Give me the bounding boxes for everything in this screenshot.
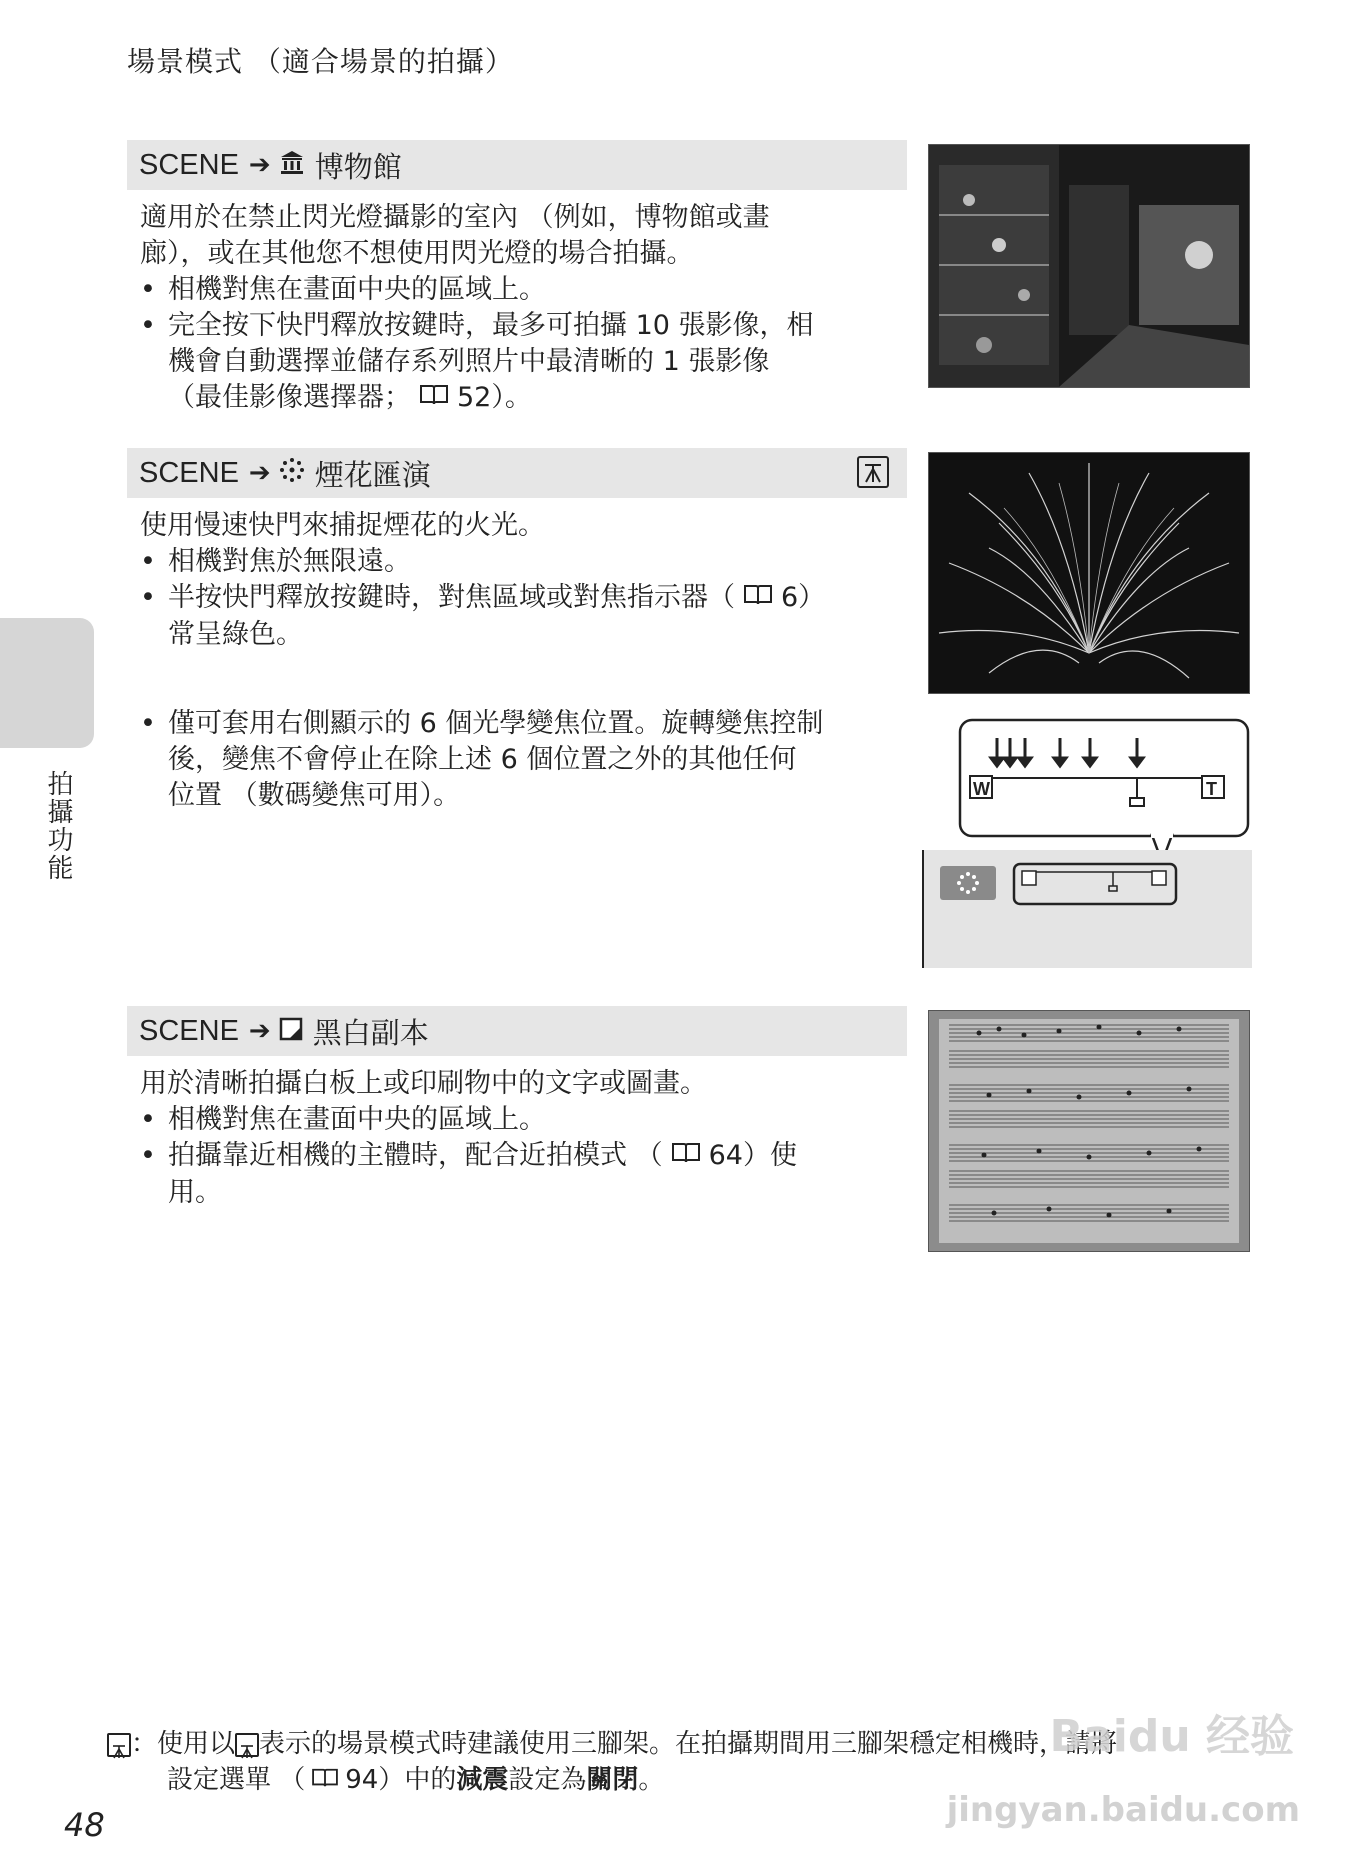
museum-photo [928,144,1250,388]
list-item: • 相機對焦在畫面中央的區域上。 [140,272,814,308]
museum-bullets [140,272,814,417]
tripod-icon [107,1733,131,1757]
section-header-museum [127,140,907,190]
mode-name-fireworks: 煙花匯演 [314,457,431,492]
page-title: 場景模式 （適合場景的拍攝） [127,45,514,78]
setting-name-vr: 減震 [456,1765,509,1795]
intro-line: 廊），或在其他您不想使用閃光燈的場合拍攝。 [140,238,694,269]
tripod-icon [235,1733,259,1757]
intro-line: 用於清晰拍攝白板上或印刷物中的文字或圖畫。 [140,1068,707,1099]
list-item: • 相機對焦在畫面中央的區域上。 [140,1102,797,1138]
scene-label: SCENE [139,148,239,181]
list-item: • 相機對焦於無限遠。 [140,544,825,580]
museum-icon [279,148,305,182]
section-header-fireworks [127,448,907,498]
chapter-tab [0,618,94,748]
museum-intro [140,200,770,272]
zoom-bullets [140,706,823,814]
setting-value-off: 關閉 [586,1765,639,1795]
arrow-icon: ➔ [248,150,271,180]
copy-intro [140,1066,707,1102]
mode-name-copy: 黑白副本 [312,1015,429,1050]
mode-name-museum: 博物館 [314,149,402,184]
book-reference-icon [671,1139,701,1175]
arrow-icon: ➔ [248,1016,271,1046]
book-reference-icon [311,1763,339,1799]
intro-line: 使用慢速快門來捕捉煙花的火光。 [140,510,545,541]
list-item: • 僅可套用右側顯示的 6 個光學變焦位置。旋轉變焦控制 後，變焦不會停止在除上述 6 個位置之外的其他任何 位置 （數碼變焦可用）。 [140,706,823,814]
scene-label: SCENE [139,456,239,489]
fireworks-bullets [140,544,825,653]
list-item: • 完全按下快門釋放按鍵時，最多可拍攝 10 張影像，相 機會自動選擇並儲存系列照片中最清晰的 1 張影像 （最佳影像選擇器； 52）。 [140,308,814,417]
list-item: • 拍攝靠近相機的主體時，配合近拍模式 （ 64）使 用。 [140,1138,797,1211]
tripod-icon [857,456,889,488]
arrow-icon: ➔ [248,458,271,488]
intro-line: 適用於在禁止閃光燈攝影的室內 （例如，博物館或畫 [140,202,770,233]
watermark-url: jingyan.baidu.com [946,1790,1300,1830]
copy-bullets [140,1102,797,1211]
scene-label: SCENE [139,1014,239,1047]
zoom-wide-label: W [973,779,990,799]
list-item: • 半按快門釋放按鍵時，對焦區域或對焦指示器（ 6） 常呈綠色。 [140,580,825,653]
fireworks-icon [279,456,305,490]
zoom-diagram [922,718,1252,968]
fireworks-intro [140,508,545,544]
sheet-music-photo [928,1010,1250,1252]
zoom-tele-label: T [1206,779,1217,799]
footnote: ：使用以 表示的場景模式時建議使用三腳架。在拍攝期間用三腳架穩定相機時，請將 設定選單 （ 94）中的減震設定為關閉。 [107,1726,1247,1799]
page-number: 48 [64,1806,105,1844]
section-header-copy [127,1006,907,1056]
fireworks-photo [928,452,1250,694]
book-reference-icon [743,581,773,617]
chapter-label: 拍攝功能 [43,770,73,882]
watermark: Baidu 经验 [1049,1711,1294,1762]
book-reference-icon [419,381,449,417]
copy-icon [279,1014,303,1048]
